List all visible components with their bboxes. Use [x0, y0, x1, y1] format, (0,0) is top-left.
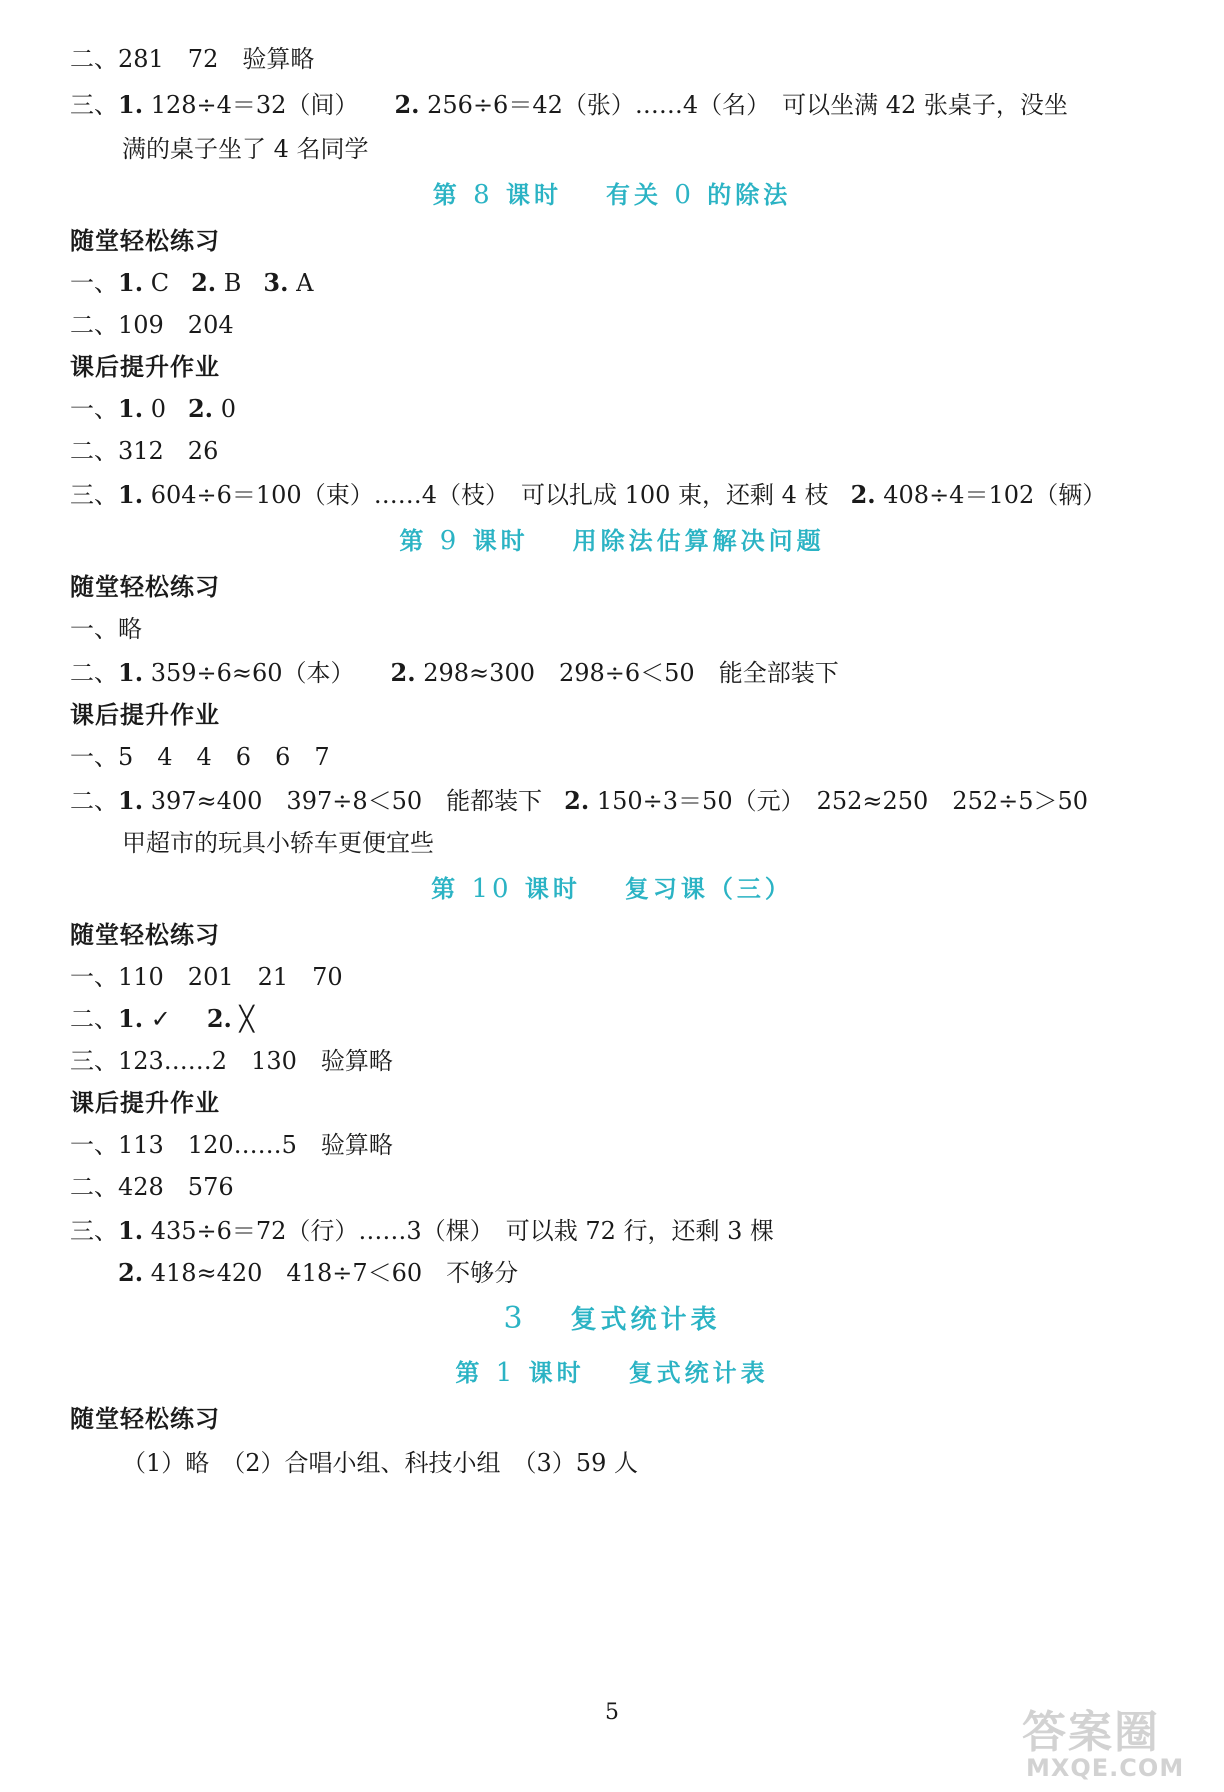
lesson-heading-9: 第 9 课时 用除法估算解决问题 [399, 526, 825, 556]
answer-line: 一、110 201 21 70 [70, 963, 343, 991]
answer-line: 二、428 576 [70, 1173, 234, 1201]
answer-line: 满的桌子坐了 4 名同学 [122, 135, 369, 163]
section-title: 课后提升作业 [70, 1089, 220, 1117]
lesson-heading-1: 第 1 课时 复式统计表 [455, 1358, 769, 1388]
lesson-heading-10: 第 10 课时 复习课（三） [431, 874, 793, 904]
answer-line: 二、1. ✓ 2. ╳ [70, 1004, 254, 1033]
answer-line: 一、1. 0 2. 0 [70, 394, 236, 423]
unit-heading-3: 3 复式统计表 [503, 1301, 721, 1336]
answer-line: 二、109 204 [70, 311, 234, 339]
answer-line: 一、略 [70, 615, 142, 643]
answer-line: 2. 418≈420 418÷7＜60 不够分 [118, 1258, 519, 1287]
section-title: 随堂轻松练习 [70, 227, 220, 255]
answer-line: 甲超市的玩具小轿车更便宜些 [122, 829, 434, 857]
check-mark-icon: ✓ [150, 1005, 171, 1033]
answer-line: 二、1. 359÷6≈60（本） 2. 298≈300 298÷6＜50 能全部装下 [70, 658, 839, 687]
watermark-url: MXQE.COM [1026, 1754, 1185, 1782]
lesson-heading-8: 第 8 课时 有关 0 的除法 [432, 180, 792, 210]
answer-line: 三、123……2 130 验算略 [70, 1047, 393, 1075]
section-title: 课后提升作业 [70, 701, 220, 729]
cross-mark-icon: ╳ [239, 1005, 254, 1033]
answer-line: 一、113 120……5 验算略 [70, 1131, 393, 1159]
answer-line: 三、1. 604÷6＝100（束）……4（枝） 可以扎成 100 束，还剩 4 枝 2. 408÷4＝102（辆） [70, 480, 1107, 509]
section-title: 随堂轻松练习 [70, 1405, 220, 1433]
watermark-text: 答案圈 [1022, 1707, 1160, 1758]
answer-line: （1）略 （2）合唱小组、科技小组 （3）59 人 [122, 1449, 638, 1477]
answer-line: 三、1. 128÷4＝32（间） 2. 256÷6＝42（张）……4（名） 可以坐满 42 张桌子，没坐 [70, 90, 1068, 119]
section-title: 随堂轻松练习 [70, 573, 220, 601]
answer-line: 二、281 72 验算略 [70, 45, 315, 73]
answer-line: 一、5 4 4 6 6 7 [70, 743, 330, 771]
answer-line: 三、1. 435÷6＝72（行）……3（棵） 可以栽 72 行，还剩 3 棵 [70, 1216, 775, 1245]
section-title: 随堂轻松练习 [70, 921, 220, 949]
answer-line: 二、312 26 [70, 437, 219, 465]
section-title: 课后提升作业 [70, 353, 220, 381]
page-number: 5 [605, 1700, 619, 1725]
answer-line: 二、1. 397≈400 397÷8＜50 能都装下 2. 150÷3＝50（元） 252≈250 252÷5＞50 [70, 786, 1089, 815]
answer-line: 一、1. C 2. B 3. A [70, 268, 314, 297]
watermark-logo [1022, 1696, 1212, 1786]
